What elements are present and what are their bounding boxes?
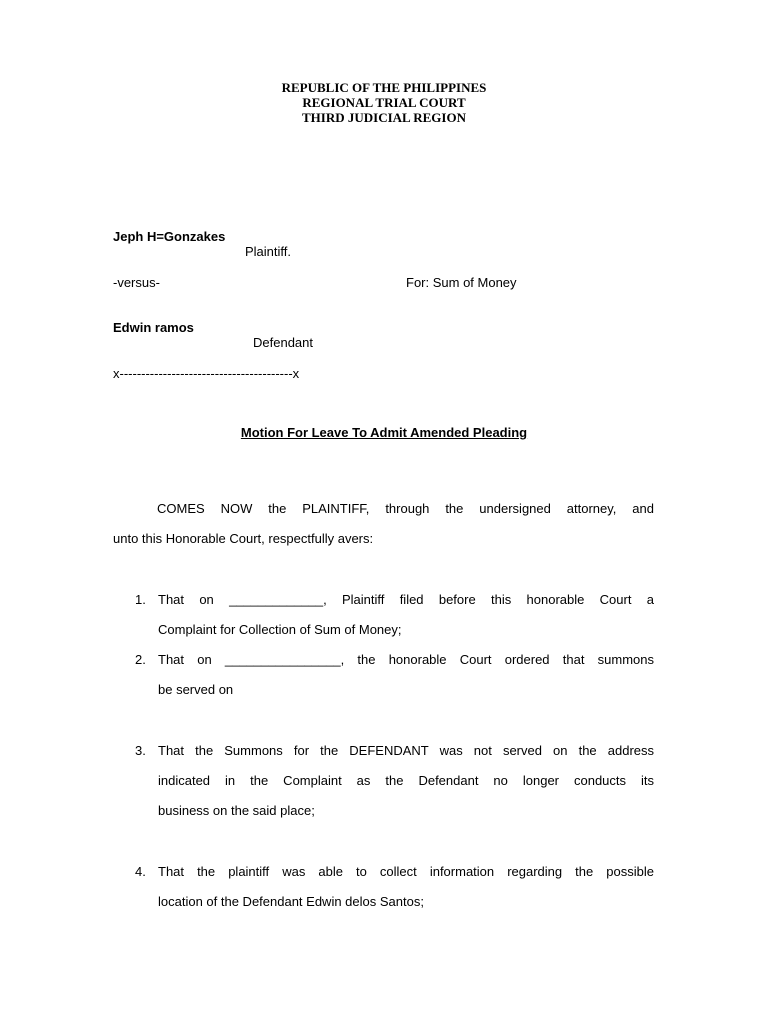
item-line: That the plaintiff was able to collect information regarding the possible: [158, 864, 654, 879]
item-line: That on _____________, Plaintiff filed before this honorable Court a: [158, 592, 654, 607]
intro-paragraph: [113, 494, 654, 554]
item-line: indicated in the Complaint as the Defendant no longer conducts its: [158, 773, 654, 788]
item-line: That on ________________, the honorable Court ordered that summons: [158, 652, 654, 667]
intro-line: COMES NOW the PLAINTIFF, through the undersigned attorney, and: [157, 501, 654, 516]
item-number: 4.: [135, 864, 146, 879]
item-line: be served on: [158, 682, 234, 697]
item-line: location of the Defendant Edwin delos Santos;: [158, 894, 424, 909]
defendant-role: Defendant: [253, 335, 313, 350]
header-republic: REPUBLIC OF THE PHILIPPINES: [281, 80, 487, 95]
versus-label: -versus-: [113, 275, 160, 290]
list-item: [113, 857, 654, 917]
list-item: [113, 645, 654, 705]
plaintiff-name: Jeph H=Gonzakes: [113, 229, 226, 244]
court-header: [0, 80, 768, 125]
header-court: REGIONAL TRIAL COURT: [302, 95, 466, 110]
list-item: [113, 736, 654, 826]
item-line: Complaint for Collection of Sum of Money;: [158, 622, 402, 637]
item-number: 3.: [135, 743, 146, 758]
header-region: THIRD JUDICIAL REGION: [302, 110, 466, 125]
case-type: For: Sum of Money: [406, 275, 517, 290]
intro-line: unto this Honorable Court, respectfully avers:: [113, 531, 374, 546]
defendant-name: Edwin ramos: [113, 320, 194, 335]
item-line: business on the said place;: [158, 803, 315, 818]
item-number: 1.: [135, 592, 146, 607]
motion-title: Motion For Leave To Admit Amended Pleading: [240, 425, 528, 440]
caption-separator: x----------------------------------------x: [113, 366, 300, 381]
item-line: That the Summons for the DEFENDANT was not served on the address: [158, 743, 654, 758]
plaintiff-role: Plaintiff.: [245, 244, 292, 259]
list-item: [113, 585, 654, 645]
item-number: 2.: [135, 652, 146, 667]
